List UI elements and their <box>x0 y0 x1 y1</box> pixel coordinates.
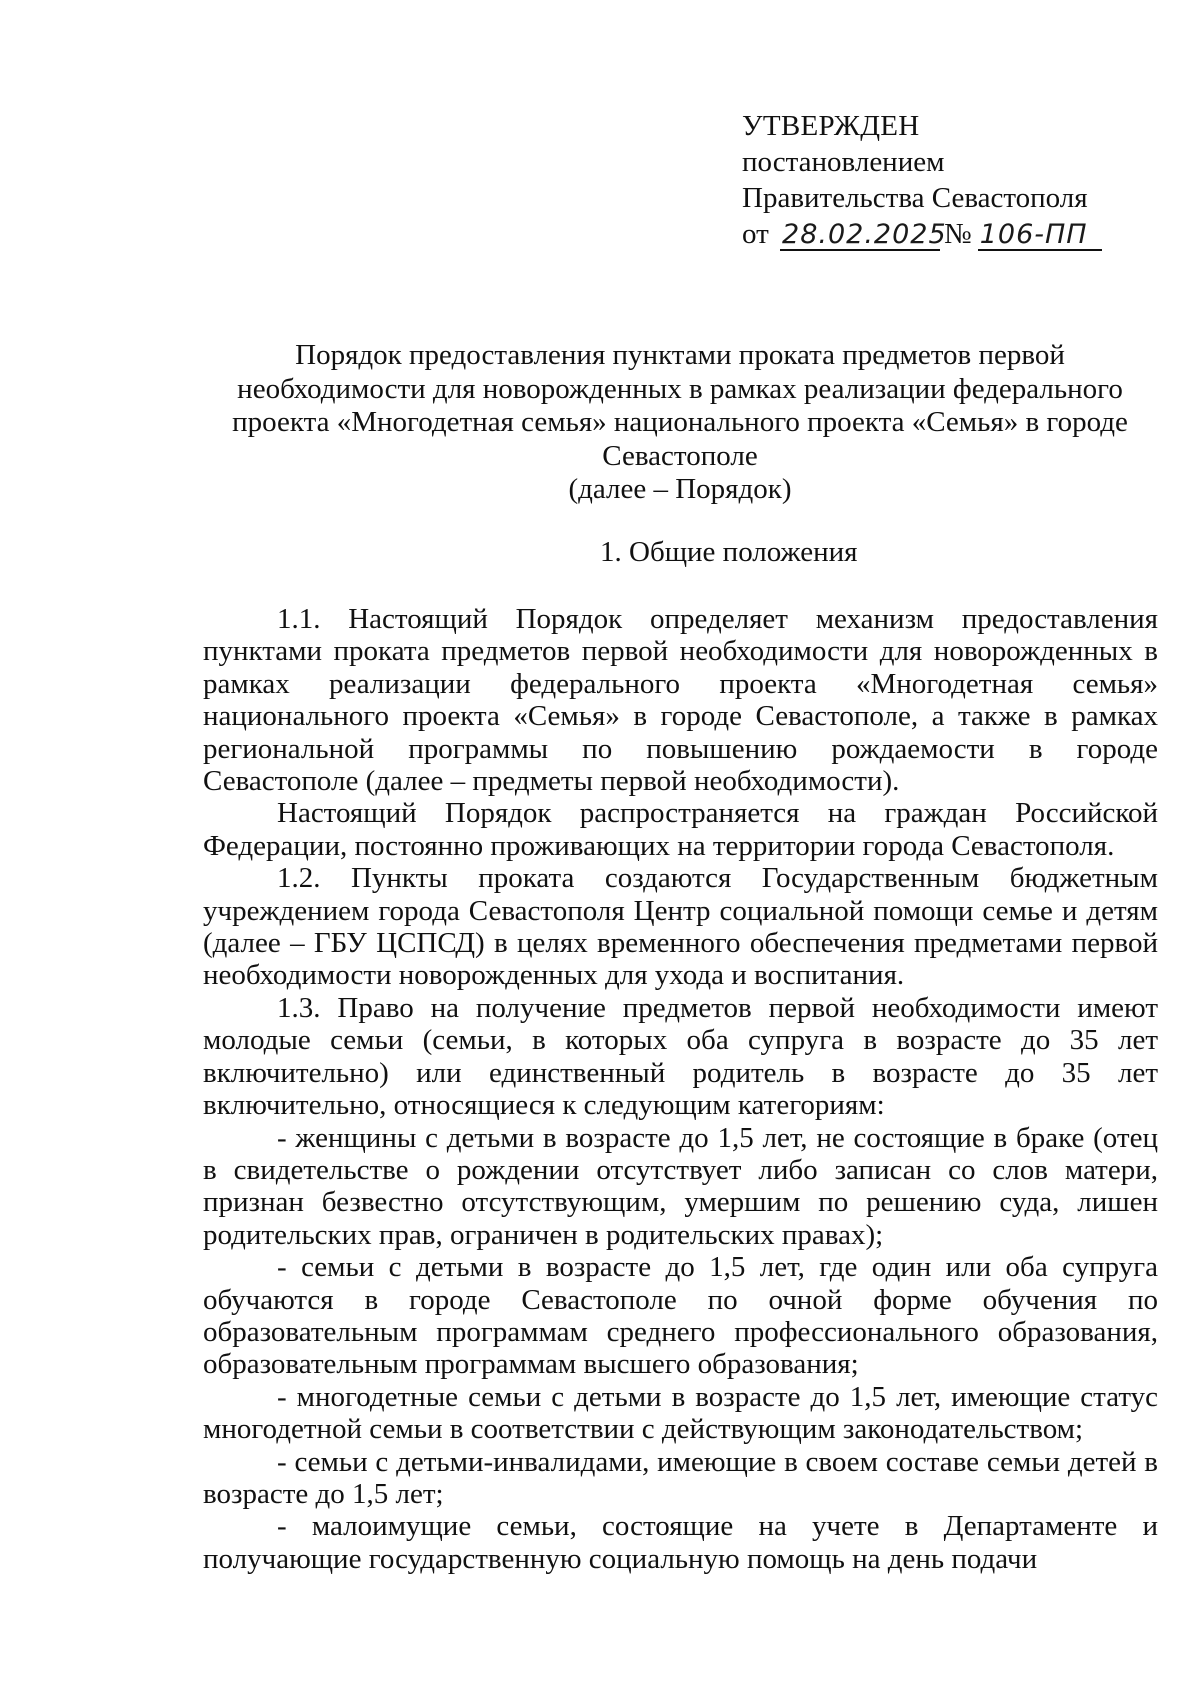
document-heading <box>205 339 1155 507</box>
paragraph-1-3: 1.3. Право на получение предметов первой необходимости имеют молодые семьи (семьи, в которых оба супруга в возрасте до 35 лет включительно) или единственный родитель в возрасте до 35 лет включительно, относящиеся к следующим категориям: <box>203 991 1158 1122</box>
heading-line: проекта «Многодетная семья» национального проекта «Семья» в городе <box>232 406 1128 438</box>
document-body <box>203 603 1158 1575</box>
approval-line-2: Правительства Севастополя <box>742 182 1088 214</box>
heading-line: Севастополе <box>602 439 758 472</box>
approval-title: УТВЕРЖДЕН <box>742 110 920 142</box>
paragraph-scope: Настоящий Порядок распространяется на граждан Российской Федерации, постоянно проживающих на территории города Севастополя. <box>203 797 1158 862</box>
number-label: № <box>944 218 972 250</box>
section-title: 1. Общие положения <box>600 536 858 568</box>
approval-date-number-line <box>742 216 1102 252</box>
list-item: - женщины с детьми в возрасте до 1,5 лет, не состоящие в браке (отец в свидетельстве о рождении отсутствует либо записан со слов матери, признан безвестно отсутствующим, умершим по решению суда, лишен родительских прав, ограничен в родительских правах); <box>203 1121 1158 1251</box>
heading-line: Порядок предоставления пунктами проката предметов первой <box>295 339 1065 371</box>
approval-block <box>742 108 1102 252</box>
list-item: - малоимущие семьи, состоящие на учете в Департаменте и получающие государственную социальную помощь на день подачи <box>203 1510 1158 1575</box>
list-item: - семьи с детьми в возрасте до 1,5 лет, где один или оба супруга обучаются в городе Севастополе по очной форме обучения по образовательным программам среднего профессионального образования, образовательным программам высшего образования; <box>203 1251 1158 1381</box>
handwritten-number: 106-ПП <box>978 221 1102 251</box>
handwritten-date: 28.02.2025 <box>782 219 947 250</box>
heading-line: необходимости для новорожденных в рамках реализации федерального <box>237 372 1123 405</box>
heading-line: (далее – Порядок) <box>568 473 792 505</box>
list-item: - семьи с детьми-инвалидами, имеющие в своем составе семьи детей в возрасте до 1,5 лет; <box>203 1445 1158 1510</box>
list-item: - многодетные семьи с детьми в возрасте до 1,5 лет, имеющие статус многодетной семьи в соответствии с действующим законодательством; <box>203 1380 1158 1446</box>
paragraph-1-2: 1.2. Пункты проката создаются Государственным бюджетным учреждением города Севастополя Центр социальной помощи семье и детям (далее – ГБУ ЦСПСД) в целях временного обеспечения предметами первой необходимости новорожденных для ухода и воспитания. <box>203 862 1158 992</box>
approval-line-1: постановлением <box>742 146 945 178</box>
paragraph-1-1: 1.1. Настоящий Порядок определяет механизм предоставления пунктами проката предметов первой необходимости для новорожденных в рамках реализации федерального проекта «Многодетная семья» национального проекта «Семья» в городе Севастополе, а также в рамках региональной программы по повышению рождаемости в городе Севастополе (далее – предметы первой необходимости). <box>203 603 1158 798</box>
from-label: от <box>742 218 769 250</box>
